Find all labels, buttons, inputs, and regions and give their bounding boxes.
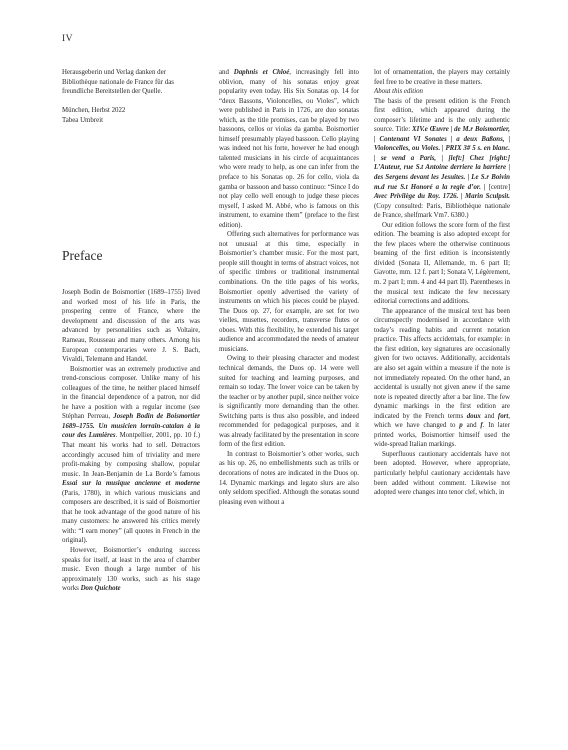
text-run: The appearance of the musical text has been circumspectly modernised in accordance with today’s reading habits and current notation practice. This affects accidentals, for example: in the first edition, key signatures are occasionally given for two octaves. Additionally, accidentals are also set again within a measure if the note is not immediately repeated. On the other hand, an accidental is usually not given anew if the same note is repeated directly after a bar line. The few dynamic markings in the first edition are indicated by the French terms <box>374 307 510 420</box>
column-left <box>62 68 200 594</box>
edition-paragraph-1 <box>374 97 510 221</box>
middle-paragraph-4: In contrast to Boismortier’s other works, such as his op. 26, no embellishments such as trills or decorations of notes are indicated in the Duos op. 14. Dynamic markings and legato slurs are also only seldom specified. Although the sonatas sound pleasing even without a <box>219 450 359 506</box>
dynamic-mark: f <box>480 422 483 430</box>
middle-paragraph-3: Owing to their pleasing character and modest technical demands, the Duos op. 14 were well suited for teaching and learning purposes, and remain so today. The lower voice can be taken by the teacher or by another pupil, since neither voice is significantly more demanding than the other. Switching parts is thus also possible, and indeed recommended for pedagogical purposes, and it was already facilitated by the presentation in score form of the first edition. <box>219 355 359 449</box>
place-date: München, Herbst 2022 <box>62 107 126 115</box>
text-run: and <box>484 412 495 420</box>
text-run: Boismortier was an extremely productive and trend-conscious composer. Unlike many of his colleagues of the time, he neither placed himself in the financial dependence of a patron, nor did he have a position with a regular income (see Stéphan Perreau, <box>62 365 200 421</box>
preface-paragraph-1: Joseph Bodin de Boismortier (1689–1755) lived and worked most of his life in Paris, the prospering centre of France, where the development and discussion of the arts was advanced by personalities such as Voltaire, Rameau, Rousseau and many others. Among his European contemporaries were J. S. Bach, Vivaldi, Telemann and Handel. <box>62 289 200 364</box>
edition-paragraph-2: Our edition follows the score form of the first edition. The beaming is also adopted except for the few places where the otherwise continuous beaming of the first edition is inconsistently divided (Sonata II, Allemande, m. 6 part II; Gavotte, mm. 12 f. part I; Sonata V, Légèrement, m. 2 part I; mm. 4 and 44 part II). Parentheses in the musical text indicate the few necessary editorial corrections and additions. <box>374 221 510 306</box>
preface-paragraph-3 <box>62 546 200 594</box>
text-run: , which we have changed to <box>374 412 510 430</box>
text-run: [centre] <box>488 183 510 191</box>
dynamic-mark: p <box>459 422 463 430</box>
text-run: The basis of the present edition is the French first edition, which appeared during the composer’s lifetime and is the only authentic source. Title: <box>374 97 510 134</box>
text-run: (Copy consulted: Paris, Bibliothèque nationale de France, shelfmark Vm7. 6380.) <box>374 202 510 220</box>
source-title: XIV.e Œuvre | de M.r Boismortier, | Contenant VI Sonates | a deux Baßons, | Violoncelles, ou Violes. | PRIX 3# 5 s. en blanc. | se vend a Paris, | [left:] Chez [right:] L’Auteur, rue S.t Antoine derriere la barriere | des Sergens devant les Jesuites. | Le S.r Boivin m.d rue S.t Honoré a la regle d’or. | <box>374 126 510 191</box>
source-title: Avec Privilège du Roy. 1726. | Marin Sculpsit. <box>374 193 510 201</box>
text-run: . In later printed works, Boismortier himself used the wide-spread Italian markings. <box>374 422 510 449</box>
book-title: Joseph Bodin de Boismortier 1689–1755. Un musicien lorrain-catalan à la cour des Lumières <box>62 413 200 440</box>
book-title: Essai sur la musique ancienne et moderne <box>62 480 200 488</box>
middle-paragraph-2: Offering such alternatives for performance was not unusual at this time, especially in Boismortier’s chamber music. For the most part, people still thought in terms of abstract voices, not of specific timbres or traditional instrumental combinations. On the title pages of his works, Boismortier openly advertised the variety of instruments on which his pieces could be played. The Duos op. 27, for example, are set for two vielles, musettes, recorders, transverse flutes or oboes. With this flexibility, he extended his target audience and accommodated the needs of amateur musicians. <box>219 231 359 353</box>
text-run: . Montpellier, 2001, pp. 10 f.) That meant his works had to sell. Detractors accordingly accused him of triviality and mere profit-making by composing shallow, popular music. In Jean-Benjamin de La Borde’s famous <box>62 432 200 478</box>
text-run: (Paris, 1780), in which various musicians and composers are described, it is said of Boismortier that he took advantage of the good nature of his many customers: he answered his critics merely with: “I earn money” (all quotes in French in the original). <box>62 489 200 545</box>
preface-heading: Preface <box>62 248 103 264</box>
column-right <box>374 68 510 498</box>
edition-paragraph-4: Superfluous cautionary accidentals have not been adopted. However, where appropriate, particularly helpful cautionary accidentals have been added without comment. Likewise not adopted were changes into tenor clef, which, in <box>374 450 510 497</box>
text-run: However, Boismortier’s enduring success speaks for itself, at least in the area of chamber music. Even though a large number of his approximately 130 works, such as his stage works <box>62 547 200 593</box>
text-run: and <box>219 69 229 76</box>
term: fort <box>497 412 509 420</box>
text-run: , increasingly fell into oblivion, many of his sonatas enjoy great popularity even today. His Six Sonatas op. 14 for “deux Bassons, Violoncelles, ou Violes”, which were published in Paris in 1726, are duo sonatas which, as the title promises, can be played by two bassoons, cellos or violas da gamba. Boismortier himself presumably played bassoon. Cello playing was indeed not his forte, however he had enough talented musicians in his circle of acquaintances who were ready to help, as one can infer from the preface to his Sonatas op. 26 for cello, viola da gamba or bassoon and basso continuo: “Since I do not play cello well enough to judge these pieces myself, I asked M. Abbé, who is famous on this instrument, to examine them” (preface to the first edition). <box>219 69 359 229</box>
page-number: IV <box>62 34 74 44</box>
acknowledgement: Herausgeberin und Verlag danken der Bibliothèque nationale de France für das freundliche Bereitstellen der Quelle. <box>62 69 174 96</box>
text-run: and <box>466 422 477 430</box>
middle-paragraph-1 <box>219 68 359 230</box>
work-title: Daphnis et Chloé <box>233 69 290 76</box>
preface-paragraph-2 <box>62 365 200 546</box>
edition-paragraph-3 <box>374 307 510 450</box>
column-middle <box>219 68 359 507</box>
edition-subheading: About this edition <box>374 88 423 96</box>
author-name: Tabea Umbreit <box>62 116 104 124</box>
right-paragraph-0: lot of ornamentation, the players may certainly feel free to be creative in these matters. <box>374 69 510 86</box>
work-title: Don Quichote <box>80 585 121 593</box>
term: doux <box>466 412 481 420</box>
